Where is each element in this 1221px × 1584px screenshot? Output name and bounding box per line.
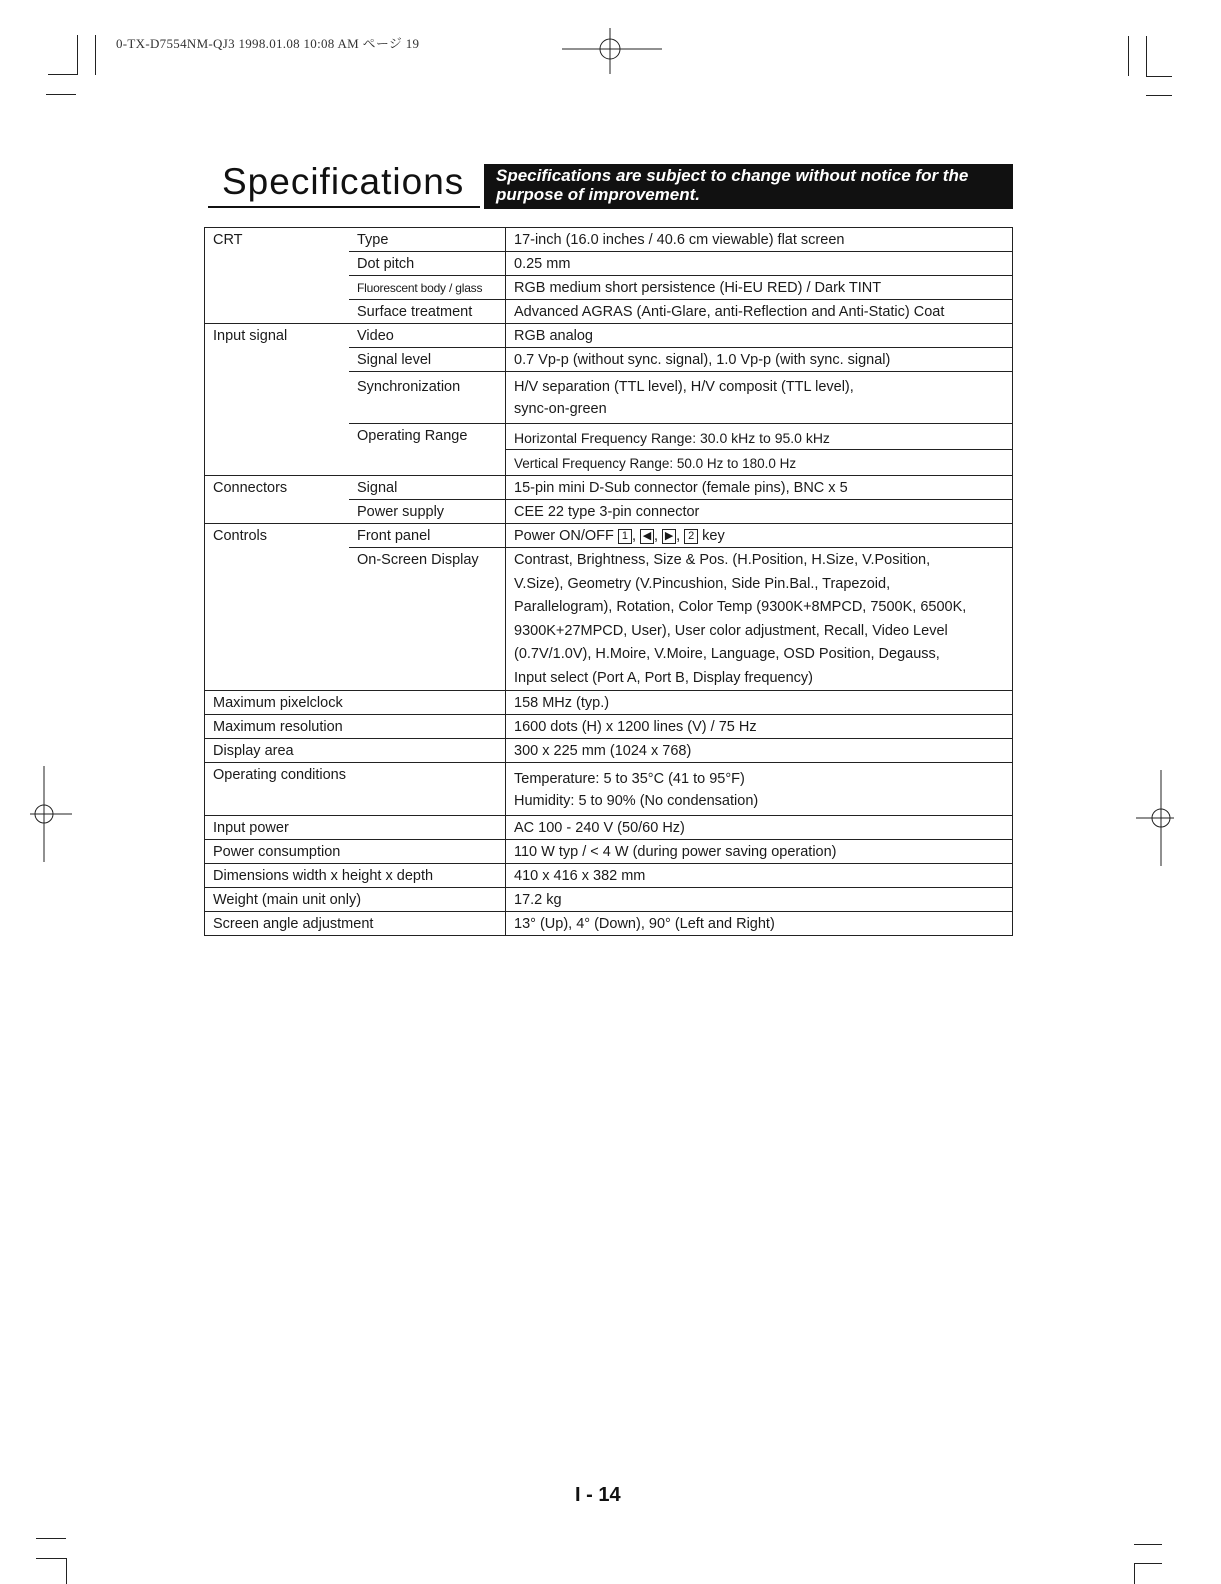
crop-mark-bottom-right-h2 xyxy=(1134,1563,1162,1564)
value-line: Contrast, Brightness, Size & Pos. (H.Position, H.Size, V.Position, xyxy=(514,552,931,568)
left-arrow-key-icon: ◀ xyxy=(640,529,654,544)
table-row xyxy=(205,691,1013,715)
spec-label: Maximum resolution xyxy=(205,715,506,739)
right-arrow-key-icon: ▶ xyxy=(662,529,676,544)
specifications-table xyxy=(204,227,1013,936)
table-row xyxy=(205,500,1013,524)
crop-mark-top-left-v2 xyxy=(95,35,96,75)
value-line: Temperature: 5 to 35°C (41 to 95°F) xyxy=(514,771,745,787)
table-row xyxy=(205,739,1013,763)
table-row xyxy=(205,276,1013,300)
spec-label: Front panel xyxy=(349,524,506,548)
crop-mark-bottom-left-v xyxy=(66,1558,67,1584)
value-line: H/V separation (TTL level), H/V composit (TTL level), xyxy=(514,379,854,395)
crop-mark-bottom-left-h xyxy=(36,1538,66,1539)
table-row xyxy=(205,715,1013,739)
spec-label: Power supply xyxy=(349,500,506,524)
registration-mark-left xyxy=(30,766,74,866)
crop-mark-top-left-h2 xyxy=(46,94,76,95)
spec-value: 410 x 416 x 382 mm xyxy=(506,864,1013,888)
value-line: Parallelogram), Rotation, Color Temp (9300K+8MPCD, 7500K, 6500K, xyxy=(514,599,967,615)
value-line: (0.7V/1.0V), H.Moire, V.Moire, Language, OSD Position, Degauss, xyxy=(514,646,940,662)
value-line: sync-on-green xyxy=(514,401,607,417)
crop-mark-bottom-right-h xyxy=(1134,1544,1162,1545)
table-row xyxy=(205,763,1013,816)
spec-label: Dimensions width x height x depth xyxy=(205,864,506,888)
print-header: 0-TX-D7554NM-QJ3 1998.01.08 10:08 AM ページ 19 xyxy=(116,36,420,51)
spec-value: Advanced AGRAS (Anti-Glare, anti-Reflection and Anti-Static) Coat xyxy=(506,300,1013,324)
value-line: Input select (Port A, Port B, Display frequency) xyxy=(514,669,813,686)
table-row xyxy=(205,548,1013,691)
category-input-signal: Input signal xyxy=(205,324,350,348)
title-underline xyxy=(208,206,480,208)
spec-label: Screen angle adjustment xyxy=(205,912,506,936)
value-line: Humidity: 5 to 90% (No condensation) xyxy=(514,793,759,809)
spec-label: Operating conditions xyxy=(205,763,506,816)
spec-value: 1600 dots (H) x 1200 lines (V) / 75 Hz xyxy=(506,715,1013,739)
table-row xyxy=(205,228,1013,252)
spec-value: 15-pin mini D-Sub connector (female pins), BNC x 5 xyxy=(506,476,1013,500)
table-row xyxy=(205,450,1013,476)
key-2-icon: 2 xyxy=(684,529,698,544)
spec-value: 158 MHz (typ.) xyxy=(506,691,1013,715)
spec-value xyxy=(506,548,1013,691)
value-text: Power ON/OFF xyxy=(514,528,614,544)
table-row xyxy=(205,864,1013,888)
category-controls: Controls xyxy=(205,524,350,548)
spec-value: 17.2 kg xyxy=(506,888,1013,912)
table-row xyxy=(205,840,1013,864)
spec-value: Horizontal Frequency Range: 30.0 kHz to 95.0 kHz xyxy=(506,424,1013,450)
value-line: 9300K+27MPCD, User), User color adjustment, Recall, Video Level xyxy=(514,622,948,639)
spec-value: 17-inch (16.0 inches / 40.6 cm viewable) flat screen xyxy=(506,228,1013,252)
page-number: I - 14 xyxy=(575,1484,621,1506)
spec-value: 0.25 mm xyxy=(506,252,1013,276)
table-row xyxy=(205,324,1013,348)
registration-mark-right xyxy=(1136,770,1176,870)
spec-value: 0.7 Vp-p (without sync. signal), 1.0 Vp-p (with sync. signal) xyxy=(506,348,1013,372)
spec-label: Input power xyxy=(205,816,506,840)
spec-value: 13° (Up), 4° (Down), 90° (Left and Right) xyxy=(506,912,1013,936)
spec-value: 300 x 225 mm (1024 x 768) xyxy=(506,739,1013,763)
table-row xyxy=(205,888,1013,912)
crop-mark-top-right-v2 xyxy=(1146,36,1147,76)
spec-value: CEE 22 type 3-pin connector xyxy=(506,500,1013,524)
spec-label: Type xyxy=(349,228,506,252)
spec-label: Signal level xyxy=(349,348,506,372)
spec-value: RGB analog xyxy=(506,324,1013,348)
crop-mark-top-left-v xyxy=(77,35,78,75)
spec-value: AC 100 - 240 V (50/60 Hz) xyxy=(506,816,1013,840)
crop-mark-top-right-v xyxy=(1128,36,1129,76)
registration-mark-top xyxy=(562,28,662,78)
spec-label: Maximum pixelclock xyxy=(205,691,506,715)
spec-label: Video xyxy=(349,324,506,348)
table-row xyxy=(205,372,1013,424)
spec-label: Dot pitch xyxy=(349,252,506,276)
spec-value: Power ON/OFF 1 , ◀ , ▶ , 2 key xyxy=(506,524,1013,548)
crop-mark-top-left-h xyxy=(48,74,78,75)
spec-label: Fluorescent body / glass xyxy=(349,276,506,300)
spec-label: Weight (main unit only) xyxy=(205,888,506,912)
crop-mark-bottom-right-v xyxy=(1134,1563,1135,1584)
category-crt: CRT xyxy=(205,228,350,252)
key-1-icon: 1 xyxy=(618,529,632,544)
spec-value: Vertical Frequency Range: 50.0 Hz to 180.0 Hz xyxy=(506,450,1013,476)
spec-label: Surface treatment xyxy=(349,300,506,324)
spec-label: On-Screen Display xyxy=(349,548,506,691)
page-title: Specifications xyxy=(222,161,465,202)
spec-value xyxy=(506,372,1013,424)
crop-mark-top-right-h2 xyxy=(1146,95,1172,96)
spec-value xyxy=(506,763,1013,816)
table-row xyxy=(205,912,1013,936)
spec-value: RGB medium short persistence (Hi-EU RED) / Dark TINT xyxy=(506,276,1013,300)
value-line: V.Size), Geometry (V.Pincushion, Side Pin.Bal., Trapezoid, xyxy=(514,575,891,592)
table-row xyxy=(205,476,1013,500)
category-connectors: Connectors xyxy=(205,476,350,500)
spec-label: Power consumption xyxy=(205,840,506,864)
table-row xyxy=(205,524,1013,548)
table-row xyxy=(205,348,1013,372)
spec-label: Display area xyxy=(205,739,506,763)
spec-label: Operating Range xyxy=(349,424,506,450)
spec-label: Signal xyxy=(349,476,506,500)
notice-banner: Specifications are subject to change without notice for the purpose of improvement. xyxy=(484,164,1013,209)
table-row xyxy=(205,300,1013,324)
spec-label: Synchronization xyxy=(349,372,506,424)
value-text: key xyxy=(702,528,725,544)
spec-value: 110 W typ / < 4 W (during power saving operation) xyxy=(506,840,1013,864)
table-row xyxy=(205,252,1013,276)
crop-mark-top-right-h xyxy=(1146,76,1172,77)
table-row xyxy=(205,424,1013,450)
table-row xyxy=(205,816,1013,840)
crop-mark-bottom-left-h2 xyxy=(36,1558,66,1559)
